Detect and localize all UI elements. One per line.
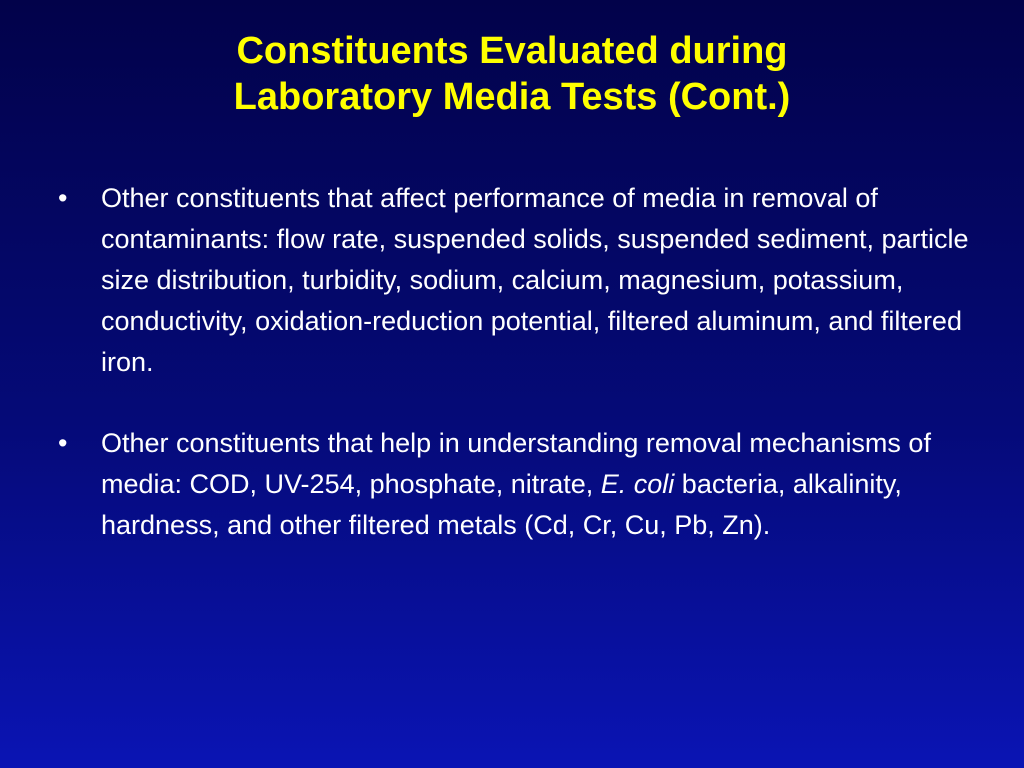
bullet-text-2-before: Other constituents that help in understanding removal mechanisms of media: COD, UV-254, phosphate, nitrate, (101, 428, 931, 499)
bullet-dot-icon: • (58, 428, 68, 458)
bullet-item-1 (56, 178, 976, 383)
bullet-text-1: Other constituents that affect performance of media in removal of contaminants: flow rate, suspended solids, suspended sediment, particle size distribution, turbidity, sodium, calcium, magnesium, potassium, conductivity, oxidation-reduction potential, filtered aluminum, and filtered iron. (101, 183, 969, 377)
slide-title (0, 28, 1024, 120)
bullet-dot-icon: • (58, 183, 68, 213)
title-line-2: Laboratory Media Tests (Cont.) (233, 76, 791, 118)
bullet-list (56, 178, 976, 546)
bullet-text-2-after: bacteria, alkalinity, hardness, and other filtered metals (Cd, Cr, Cu, Pb, Zn). (101, 469, 902, 540)
title-line-1: Constituents Evaluated during (236, 30, 788, 72)
bullet-item-2 (56, 423, 976, 546)
bullet-text-2-italic: E. coli (600, 469, 675, 499)
